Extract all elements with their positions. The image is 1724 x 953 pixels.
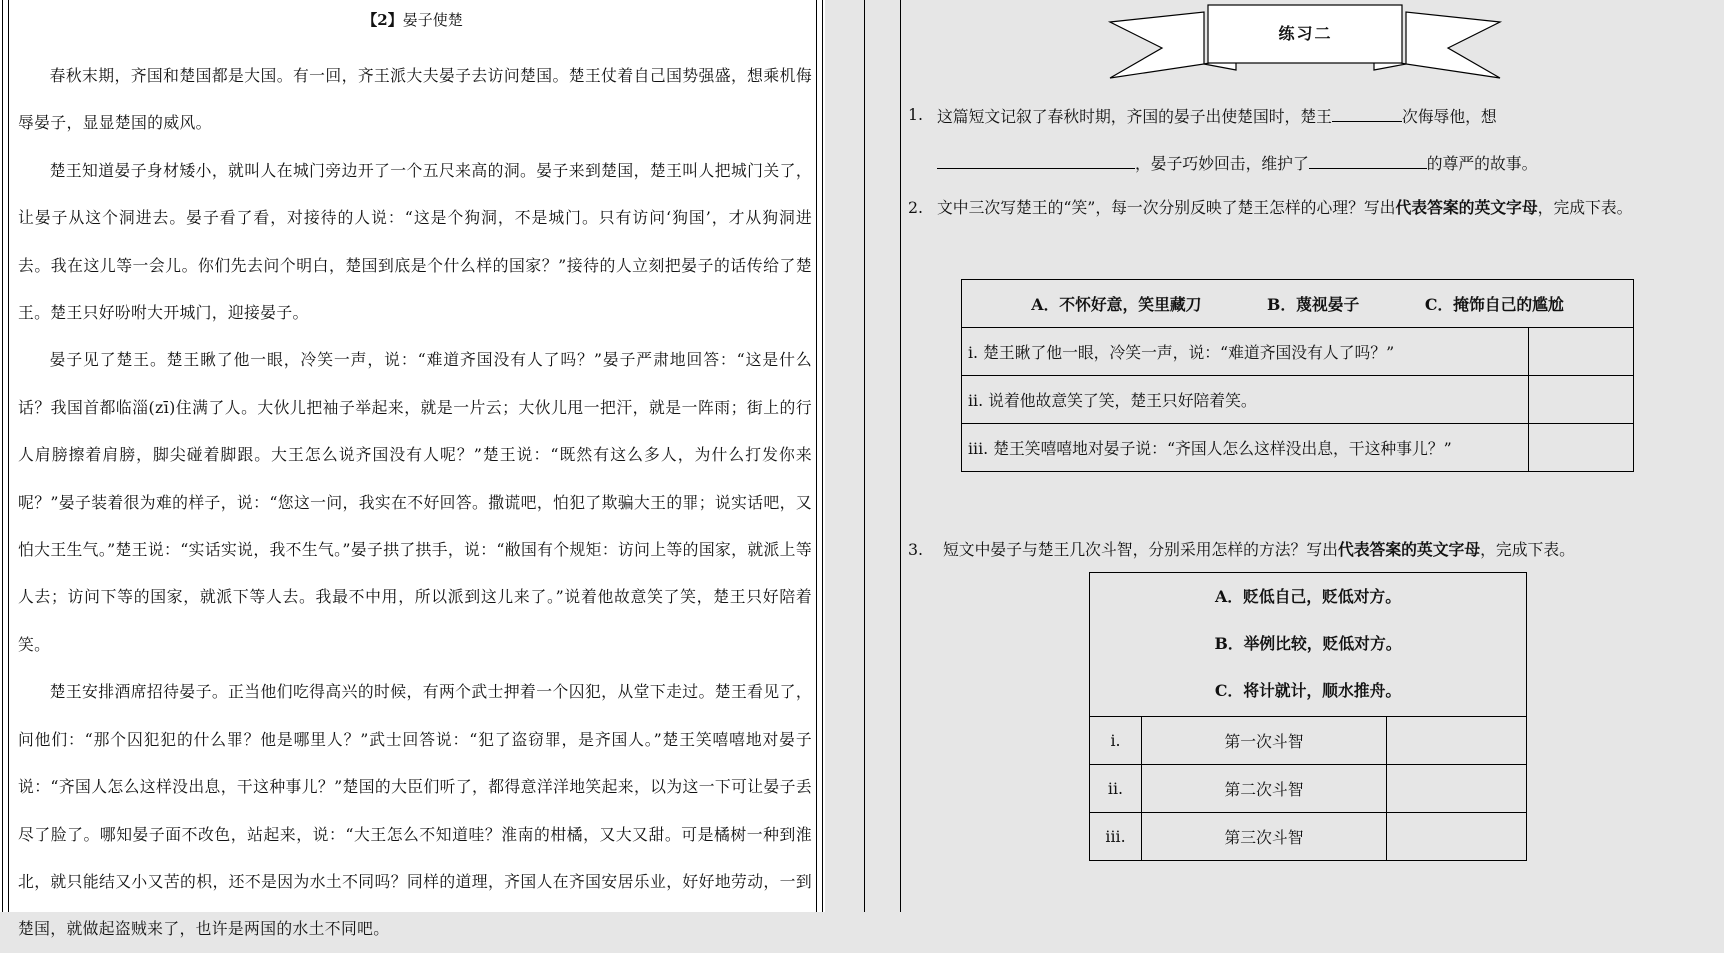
statement-cell: i. 楚王瞅了他一眼，冷笑一声，说：“难道齐国没有人了吗？” xyxy=(962,328,1529,376)
story-page xyxy=(0,0,825,939)
question-3 xyxy=(908,538,1708,568)
answer-cell[interactable] xyxy=(1529,424,1634,472)
question-text: 次侮辱他，想 xyxy=(1401,107,1497,126)
option-b: B．蔑视晏子 xyxy=(1266,295,1360,314)
options-cell xyxy=(962,280,1634,328)
story-paragraph: 楚王知道晏子身材矮小，就叫人在城门旁边开了一个五尺来高的洞。晏子来到楚国，楚王叫人把城门关了，让晏子从这个洞进去。晏子看了看，对接待的人说：“这是个狗洞，不是城门。只有访问‘狗国’，才从狗洞进去。我在这儿等一会儿。你们先去问个明白，楚国到底是个什么样的国家？”接待的人立刻把晏子的话传给了楚王。楚王只好吩咐大开城门，迎接晏子。 xyxy=(18,160,812,323)
question-text: 的尊严的故事。 xyxy=(1426,154,1538,173)
question-emphasis: 代表答案的英文字母 xyxy=(1395,198,1538,217)
page-border xyxy=(816,0,817,912)
question-text: 文中三次写楚王的“笑”，每一次分别反映了楚王怎样的心理？写出 xyxy=(937,198,1396,217)
answer-cell[interactable] xyxy=(1529,328,1634,376)
option-c: C．掩饰自己的尴尬 xyxy=(1424,295,1564,314)
answer-blank[interactable] xyxy=(937,150,1135,169)
question-1 xyxy=(908,103,1708,183)
row-index: i. xyxy=(1090,717,1142,765)
laugh-table xyxy=(961,279,1634,472)
method-c: C．将计就计，顺水推舟。 xyxy=(1214,681,1402,700)
question-text: 短文中晏子与楚王几次斗智，分别采用怎样的方法？写出 xyxy=(943,540,1338,559)
statement-cell: ii. 说着他故意笑了笑，楚王只好陪着笑。 xyxy=(962,376,1529,424)
round-label: 第一次斗智 xyxy=(1142,717,1387,765)
exercise-title: 练习二 xyxy=(1278,24,1333,43)
battle-table xyxy=(1089,572,1527,861)
page-border xyxy=(2,0,3,912)
methods-cell xyxy=(1090,573,1527,717)
row-index: iii. xyxy=(1090,813,1142,861)
page-gap xyxy=(825,0,858,912)
answer-cell[interactable] xyxy=(1387,717,1527,765)
question-text: ，晏子巧妙回击，维护了 xyxy=(1135,154,1309,173)
question-number: 3. xyxy=(908,540,924,559)
answer-cell[interactable] xyxy=(1387,765,1527,813)
question-number: 1. xyxy=(908,105,924,124)
answer-blank[interactable] xyxy=(1309,150,1427,169)
question-text: ，完成下表。 xyxy=(1480,540,1575,559)
story-paragraph: 楚王安排酒席招待晏子。正当他们吃得高兴的时候，有两个武士押着一个囚犯，从堂下走过。楚王看见了，问他们：“那个囚犯犯的什么罪？他是哪里人？”武士回答说：“犯了盗窃罪，是齐国人。”楚王笑嘻嘻地对晏子说：“齐国人怎么这样没出息，干这种事儿？”楚国的大臣们听了，都得意洋洋地笑起来，以为这一下可让晏子丢尽了脸了。哪知晏子面不改色，站起来，说：“大王怎么不知道哇？淮南的柑橘，又大又甜。可是橘树一种到淮北，就只能结又小又苦的枳，还不是因为水土不同吗？同样的道理，齐国人在齐国安居乐业，好好地劳动，一到楚国，就做起盗贼来了，也许是两国的水土不同吧。 xyxy=(18,682,812,939)
page-border xyxy=(864,0,865,912)
statement-cell: iii. 楚王笑嘻嘻地对晏子说：“齐国人怎么这样没出息，干这种事儿？” xyxy=(962,424,1529,472)
table-row xyxy=(962,328,1634,376)
answer-cell[interactable] xyxy=(1387,813,1527,861)
question-number: 2. xyxy=(908,198,924,217)
round-label: 第三次斗智 xyxy=(1142,813,1387,861)
method-a: A．贬低自己，贬低对方。 xyxy=(1214,587,1402,606)
table-row xyxy=(962,376,1634,424)
question-text: 这篇短文记叙了春秋时期，齐国的晏子出使楚国时，楚王 xyxy=(937,107,1332,126)
story-paragraph: 春秋末期，齐国和楚国都是大国。有一回，齐王派大夫晏子去访问楚国。楚王仗着自己国势强盛，想乘机侮辱晏子，显显楚国的威风。 xyxy=(18,66,812,133)
row-index: ii. xyxy=(1090,765,1142,813)
table-row xyxy=(962,424,1634,472)
method-b: B．举例比较，贬低对方。 xyxy=(1214,634,1402,653)
page-border xyxy=(900,0,901,912)
table-row xyxy=(1090,813,1527,861)
round-label: 第二次斗智 xyxy=(1142,765,1387,813)
page-border xyxy=(8,0,9,912)
story-body xyxy=(18,52,812,953)
story-title xyxy=(0,8,825,32)
story-title-text: 晏子使楚 xyxy=(402,11,463,29)
story-paragraph: 晏子见了楚王。楚王瞅了他一眼，冷笑一声，说：“难道齐国没有人了吗？”晏子严肃地回答：“这是什么话？我国首都临淄(zī)住满了人。大伙儿把袖子举起来，就是一片云；大伙儿甩一把汗，就是一阵雨；街上的行人肩膀擦着肩膀，脚尖碰着脚跟。大王怎么说齐国没有人呢？”楚王说：“既然有这么多人，为什么打发你来呢？”晏子装着很为难的样子，说：“您这一问，我实在不好回答。撒谎吧，怕犯了欺骗大王的罪；说实话吧，又怕大王生气。”楚王说：“实话实说，我不生气。”晏子拱了拱手，说：“敝国有个规矩：访问上等的国家，就派上等人去；访问下等的国家，就派下等人去。我最不中用，所以派到这儿来了。”说着他故意笑了笑，楚王只好陪着笑。 xyxy=(18,350,812,654)
option-a: A．不怀好意，笑里藏刀 xyxy=(1031,295,1202,314)
page-border xyxy=(822,0,823,912)
answer-blank[interactable] xyxy=(1332,103,1402,122)
table-row xyxy=(1090,717,1527,765)
answer-cell[interactable] xyxy=(1529,376,1634,424)
story-number: 【2】 xyxy=(362,11,403,29)
question-text: ，完成下表。 xyxy=(1537,198,1633,217)
table-row xyxy=(1090,765,1527,813)
question-2 xyxy=(908,196,1708,276)
question-emphasis: 代表答案的英文字母 xyxy=(1337,540,1481,559)
